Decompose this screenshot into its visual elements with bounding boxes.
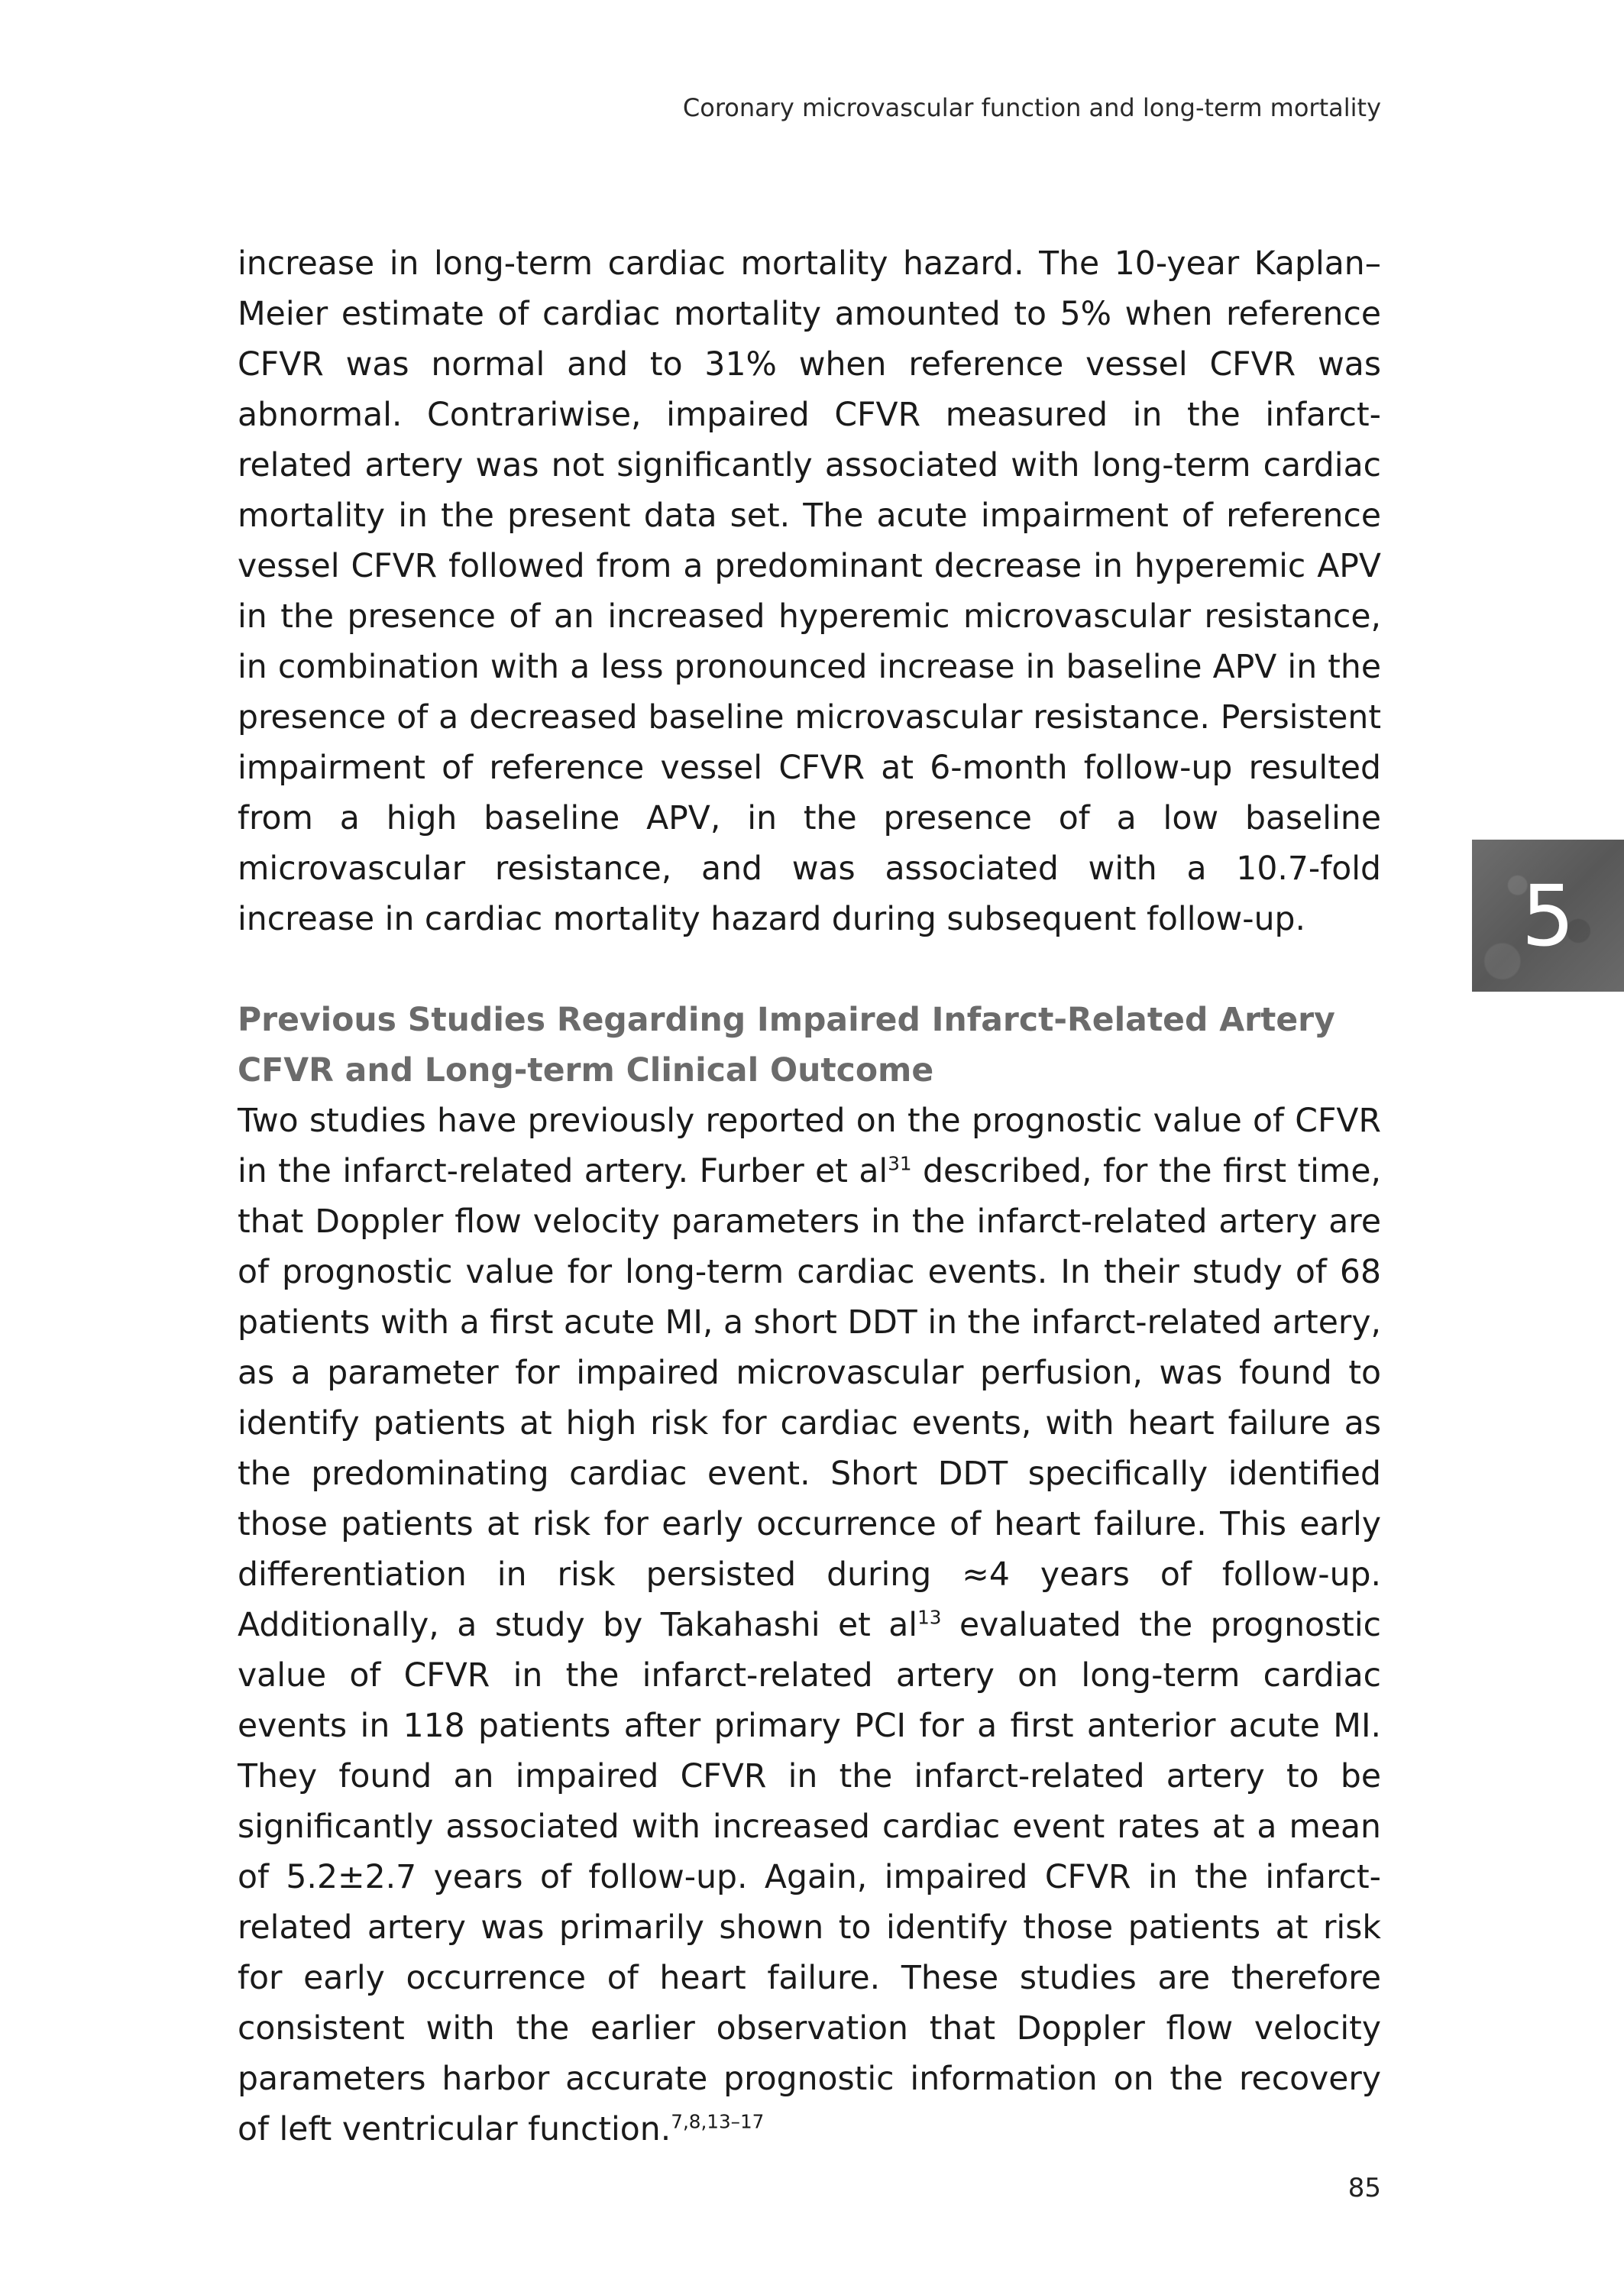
body-text — [238, 239, 1381, 2155]
citation-ref: 13 — [917, 1606, 942, 1629]
page-number: 85 — [1347, 2173, 1381, 2203]
paragraph-2 — [238, 1096, 1381, 2155]
section-heading: Previous Studies Regarding Impaired Infarct-Related Artery CFVR and Long-term Clinical Outcome — [238, 1002, 1335, 1089]
paragraph-2-text-b: described, for the first time, that Doppler flow velocity parameters in the infarct-related artery are of prognostic value for long-term cardiac events. In their study of 68 patients with a first acute MI, a short DDT in the infarct-related artery, as a parameter for impaired microvascular perfusion, was found to identify patients at high risk for cardiac events, with heart failure as the predominating cardiac event. Short DDT specifically identified those patients at risk for early occurrence of heart failure. This early differentiation in risk persisted during ≈4 years of follow-up. Additionally, a study by Takahashi et al — [238, 1153, 1381, 1644]
running-head: Coronary microvascular function and long-term mortality — [682, 93, 1381, 122]
paragraph-1: increase in long-term cardiac mortality hazard. The 10-year Kaplan–Meier estimate of cardiac mortality amounted to 5% when reference CFVR was normal and to 31% when reference vessel CFVR was abnormal. Contrariwise, impaired CFVR measured in the infarct-related artery was not significantly associated with long-term cardiac mortality in the present data set. The acute impairment of reference vessel CFVR followed from a predominant decrease in hyperemic APV in the presence of an increased hyperemic microvascular resistance, in combination with a less pronounced increase in baseline APV in the presence of a decreased baseline microvascular resistance. Persistent impairment of reference vessel CFVR at 6-month follow-up resulted from a high baseline APV, in the presence of a low baseline microvascular resistance, and was associated with a 10.7-fold increase in cardiac mortality hazard during subsequent follow-up. — [238, 245, 1381, 938]
citation-ref: 7,8,13–17 — [671, 2110, 765, 2133]
chapter-number: 5 — [1521, 866, 1575, 965]
citation-ref: 31 — [888, 1152, 912, 1175]
paragraph-2-text-a: Two studies have previously reported on the prognostic value of CFVR in the infarct-related artery. Furber et al — [238, 1102, 1381, 1190]
chapter-tab — [1472, 840, 1624, 992]
paragraph-2-text-c: evaluated the prognostic value of CFVR in the infarct-related artery on long-term cardiac events in 118 patients after primary PCI for a first anterior acute MI. They found an impaired CFVR in the infarct-related artery to be significantly associated with increased cardiac event rates at a mean of 5.2±2.7 years of follow-up. Again, impaired CFVR in the infarct-related artery was primarily shown to identify those patients at risk for early occurrence of heart failure. These studies are therefore consistent with the earlier observation that Doppler flow velocity parameters harbor accurate prognostic information on the recovery of left ventricular function. — [238, 1607, 1381, 2148]
